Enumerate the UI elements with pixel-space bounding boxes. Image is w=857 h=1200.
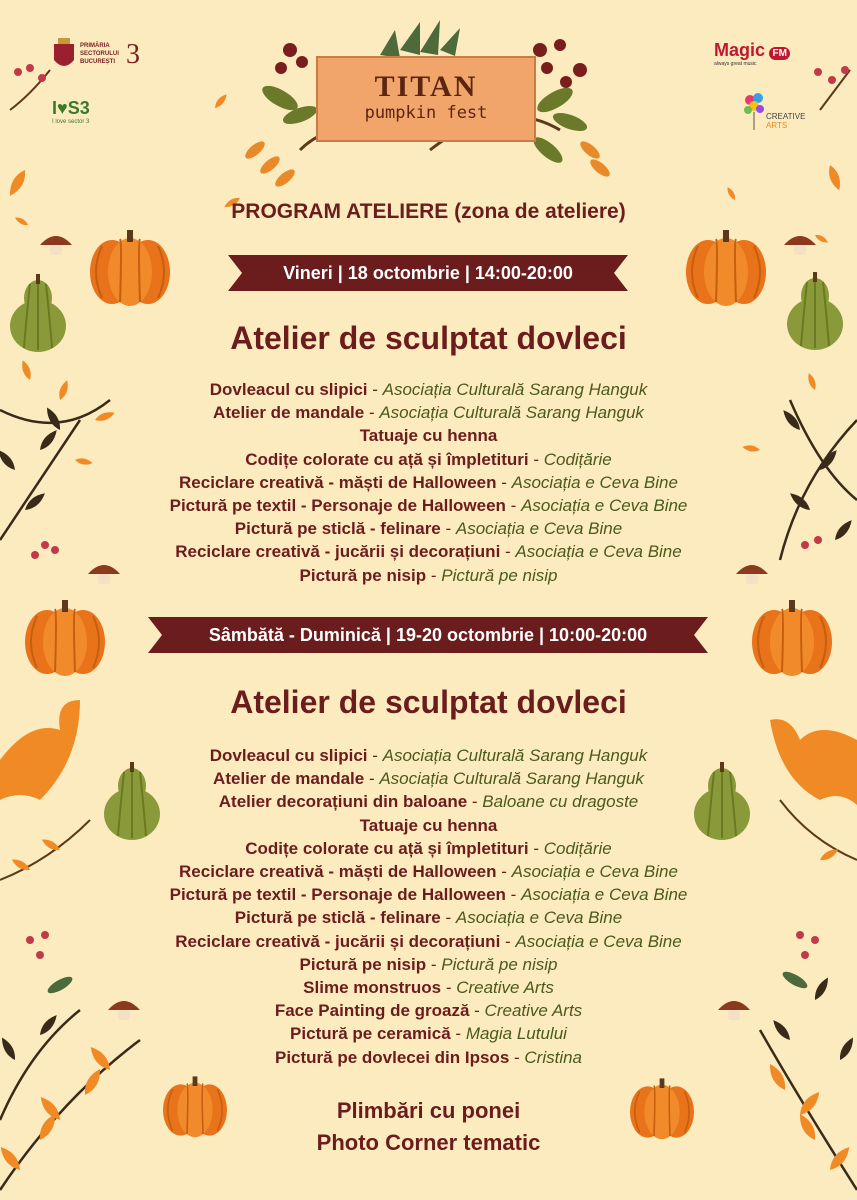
organizer-name: Asociația e Ceva Bine xyxy=(511,472,678,492)
list-item xyxy=(0,540,857,563)
activity-name: Codițe colorate cu ață și împletituri xyxy=(245,449,529,469)
organizer-name: Cristina xyxy=(524,1047,583,1067)
activity-name: Reciclare creativă - jucării și decorațiuni xyxy=(175,931,501,951)
list-item xyxy=(0,494,857,517)
separator: - xyxy=(367,380,383,399)
list-item xyxy=(0,471,857,494)
list-item xyxy=(0,883,857,906)
organizer-name: Codițărie xyxy=(543,838,612,858)
activity-name: Reciclare creativă - jucării și decorațiuni xyxy=(175,542,501,562)
list-item xyxy=(0,448,857,471)
activity-name: Pictură pe textil - Personaje de Halloween xyxy=(169,885,506,905)
day2-banner-label: Sâmbătă - Duminică | 19-20 octombrie | 10:00-20:00 xyxy=(208,625,648,645)
list-item xyxy=(0,744,857,767)
activity-name: Pictură pe ceramică xyxy=(290,1024,456,1044)
photo-corner: Photo Corner tematic xyxy=(316,1130,541,1155)
day1-activity-list xyxy=(0,378,857,587)
activity-name: Face Painting de groază xyxy=(274,1001,470,1021)
list-item xyxy=(0,378,857,401)
is3-caption: I love sector 3 xyxy=(52,119,90,125)
list-item xyxy=(0,401,857,424)
activity-name: Atelier de mandale xyxy=(213,769,365,789)
list-item xyxy=(0,930,857,953)
separator: - xyxy=(440,519,456,539)
separator: - xyxy=(426,954,442,974)
day1-section-title: Atelier de sculptat dovleci xyxy=(230,320,627,356)
separator: - xyxy=(455,1024,466,1044)
organizer-name: Asociația Culturală Sarang Hanguk xyxy=(379,403,644,423)
extra-attractions xyxy=(0,1095,857,1159)
separator: - xyxy=(467,792,483,812)
activity-name: Codițe colorate cu ață și împletituri xyxy=(245,838,529,858)
organizer-name: Pictură pe nisip xyxy=(441,954,558,974)
organizer-name: Pictură pe nisip xyxy=(441,565,558,585)
list-item xyxy=(0,790,857,813)
list-item xyxy=(0,814,857,837)
list-item xyxy=(0,517,857,540)
primaria-line2: SECTORULUI xyxy=(80,51,119,57)
titan-sign-board xyxy=(316,56,536,142)
organizer-name: Creative Arts xyxy=(484,1001,583,1021)
activity-name: Pictură pe nisip xyxy=(299,954,427,974)
separator: - xyxy=(505,885,522,905)
activity-name: Pictură pe dovlecei din Ipsos xyxy=(274,1047,510,1067)
organizer-name: Asociația e Ceva Bine xyxy=(521,885,688,905)
separator: - xyxy=(509,1047,525,1067)
activity-name: Pictură pe sticlă - felinare xyxy=(234,519,441,539)
activity-name: Dovleacul cu slipici xyxy=(209,746,368,765)
organizer-name: Asociația e Ceva Bine xyxy=(511,862,678,882)
program-title: PROGRAM ATELIERE (zona de ateliere) xyxy=(231,200,626,223)
activity-name: Reciclare creativă - măști de Halloween xyxy=(179,862,497,882)
separator: - xyxy=(528,449,544,469)
organizer-name: Asociația e Ceva Bine xyxy=(455,519,623,539)
primaria-line1: PRIMĂRIA xyxy=(80,43,110,49)
organizer-name: Asociația e Ceva Bine xyxy=(515,931,682,951)
activity-name: Tatuaje cu henna xyxy=(359,815,498,835)
organizer-name: Asociația Culturală Sarang Hanguk xyxy=(382,380,648,399)
organizer-name: Baloane cu dragoste xyxy=(482,792,639,812)
activity-name: Atelier de mandale xyxy=(213,403,365,423)
separator: - xyxy=(367,746,383,765)
activity-name: Slime monstruos xyxy=(303,978,442,998)
separator: - xyxy=(364,403,380,423)
is3-logo xyxy=(52,98,122,134)
creative-line2: ARTS xyxy=(766,121,788,130)
creative-arts-logo xyxy=(742,92,822,142)
organizer-name: Asociația e Ceva Bine xyxy=(521,496,688,516)
primaria-logo xyxy=(52,38,152,78)
activity-name: Atelier decorațiuni din baloane xyxy=(218,792,468,812)
day1-banner xyxy=(228,255,628,291)
activity-name: Tatuaje cu henna xyxy=(359,426,498,446)
list-item xyxy=(0,564,857,587)
list-item xyxy=(0,424,857,447)
primaria-line3: BUCUREȘTI xyxy=(80,59,116,65)
primaria-number: 3 xyxy=(126,39,140,70)
list-item xyxy=(0,837,857,860)
organizer-name: Codițărie xyxy=(543,449,612,469)
organizer-name: Asociația e Ceva Bine xyxy=(455,908,623,928)
list-item xyxy=(0,860,857,883)
activity-name: Pictură pe textil - Personaje de Halloween xyxy=(169,496,506,516)
magic-tagline: always great music xyxy=(714,61,757,67)
activity-name: Pictură pe nisip xyxy=(299,565,427,585)
activity-name: Reciclare creativă - măști de Halloween xyxy=(179,472,497,492)
activity-name: Dovleacul cu slipici xyxy=(209,380,368,399)
separator: - xyxy=(496,472,512,492)
list-item xyxy=(0,767,857,790)
organizer-name: Magia Lutului xyxy=(465,1024,567,1044)
event-subtitle: pumpkin fest xyxy=(364,103,488,123)
organizer-name: Asociația Culturală Sarang Hanguk xyxy=(382,746,648,765)
separator: - xyxy=(364,769,380,789)
crest-icon xyxy=(52,38,76,74)
separator: - xyxy=(440,908,456,928)
activity-name: Pictură pe sticlă - felinare xyxy=(234,908,441,928)
is3-text: I♥S3 xyxy=(52,98,90,118)
pony-rides: Plimbări cu ponei xyxy=(336,1098,521,1123)
day2-section-title: Atelier de sculptat dovleci xyxy=(230,684,627,720)
fm-badge: FM xyxy=(769,47,789,60)
separator: - xyxy=(496,862,512,882)
separator: - xyxy=(426,565,442,585)
list-item xyxy=(0,976,857,999)
day2-activity-list xyxy=(0,744,857,1069)
separator: - xyxy=(500,931,516,951)
separator: - xyxy=(528,838,544,858)
list-item xyxy=(0,999,857,1022)
list-item xyxy=(0,1046,857,1069)
separator: - xyxy=(469,1001,485,1021)
separator: - xyxy=(441,978,457,998)
magic-text: Magic xyxy=(714,40,766,60)
separator: - xyxy=(505,496,522,516)
day1-banner-label: Vineri | 18 octombrie | 14:00-20:00 xyxy=(283,263,573,283)
event-title: TITAN xyxy=(374,70,478,103)
day2-banner xyxy=(148,617,708,653)
creative-line1: CREATIVE xyxy=(766,112,806,121)
list-item xyxy=(0,953,857,976)
separator: - xyxy=(500,542,516,562)
balloons-icon xyxy=(742,92,766,132)
organizer-name: Asociația e Ceva Bine xyxy=(515,542,682,562)
organizer-name: Creative Arts xyxy=(456,978,554,998)
list-item xyxy=(0,1022,857,1045)
organizer-name: Asociația Culturală Sarang Hanguk xyxy=(379,769,644,789)
magic-fm-logo xyxy=(714,40,814,76)
list-item xyxy=(0,906,857,929)
